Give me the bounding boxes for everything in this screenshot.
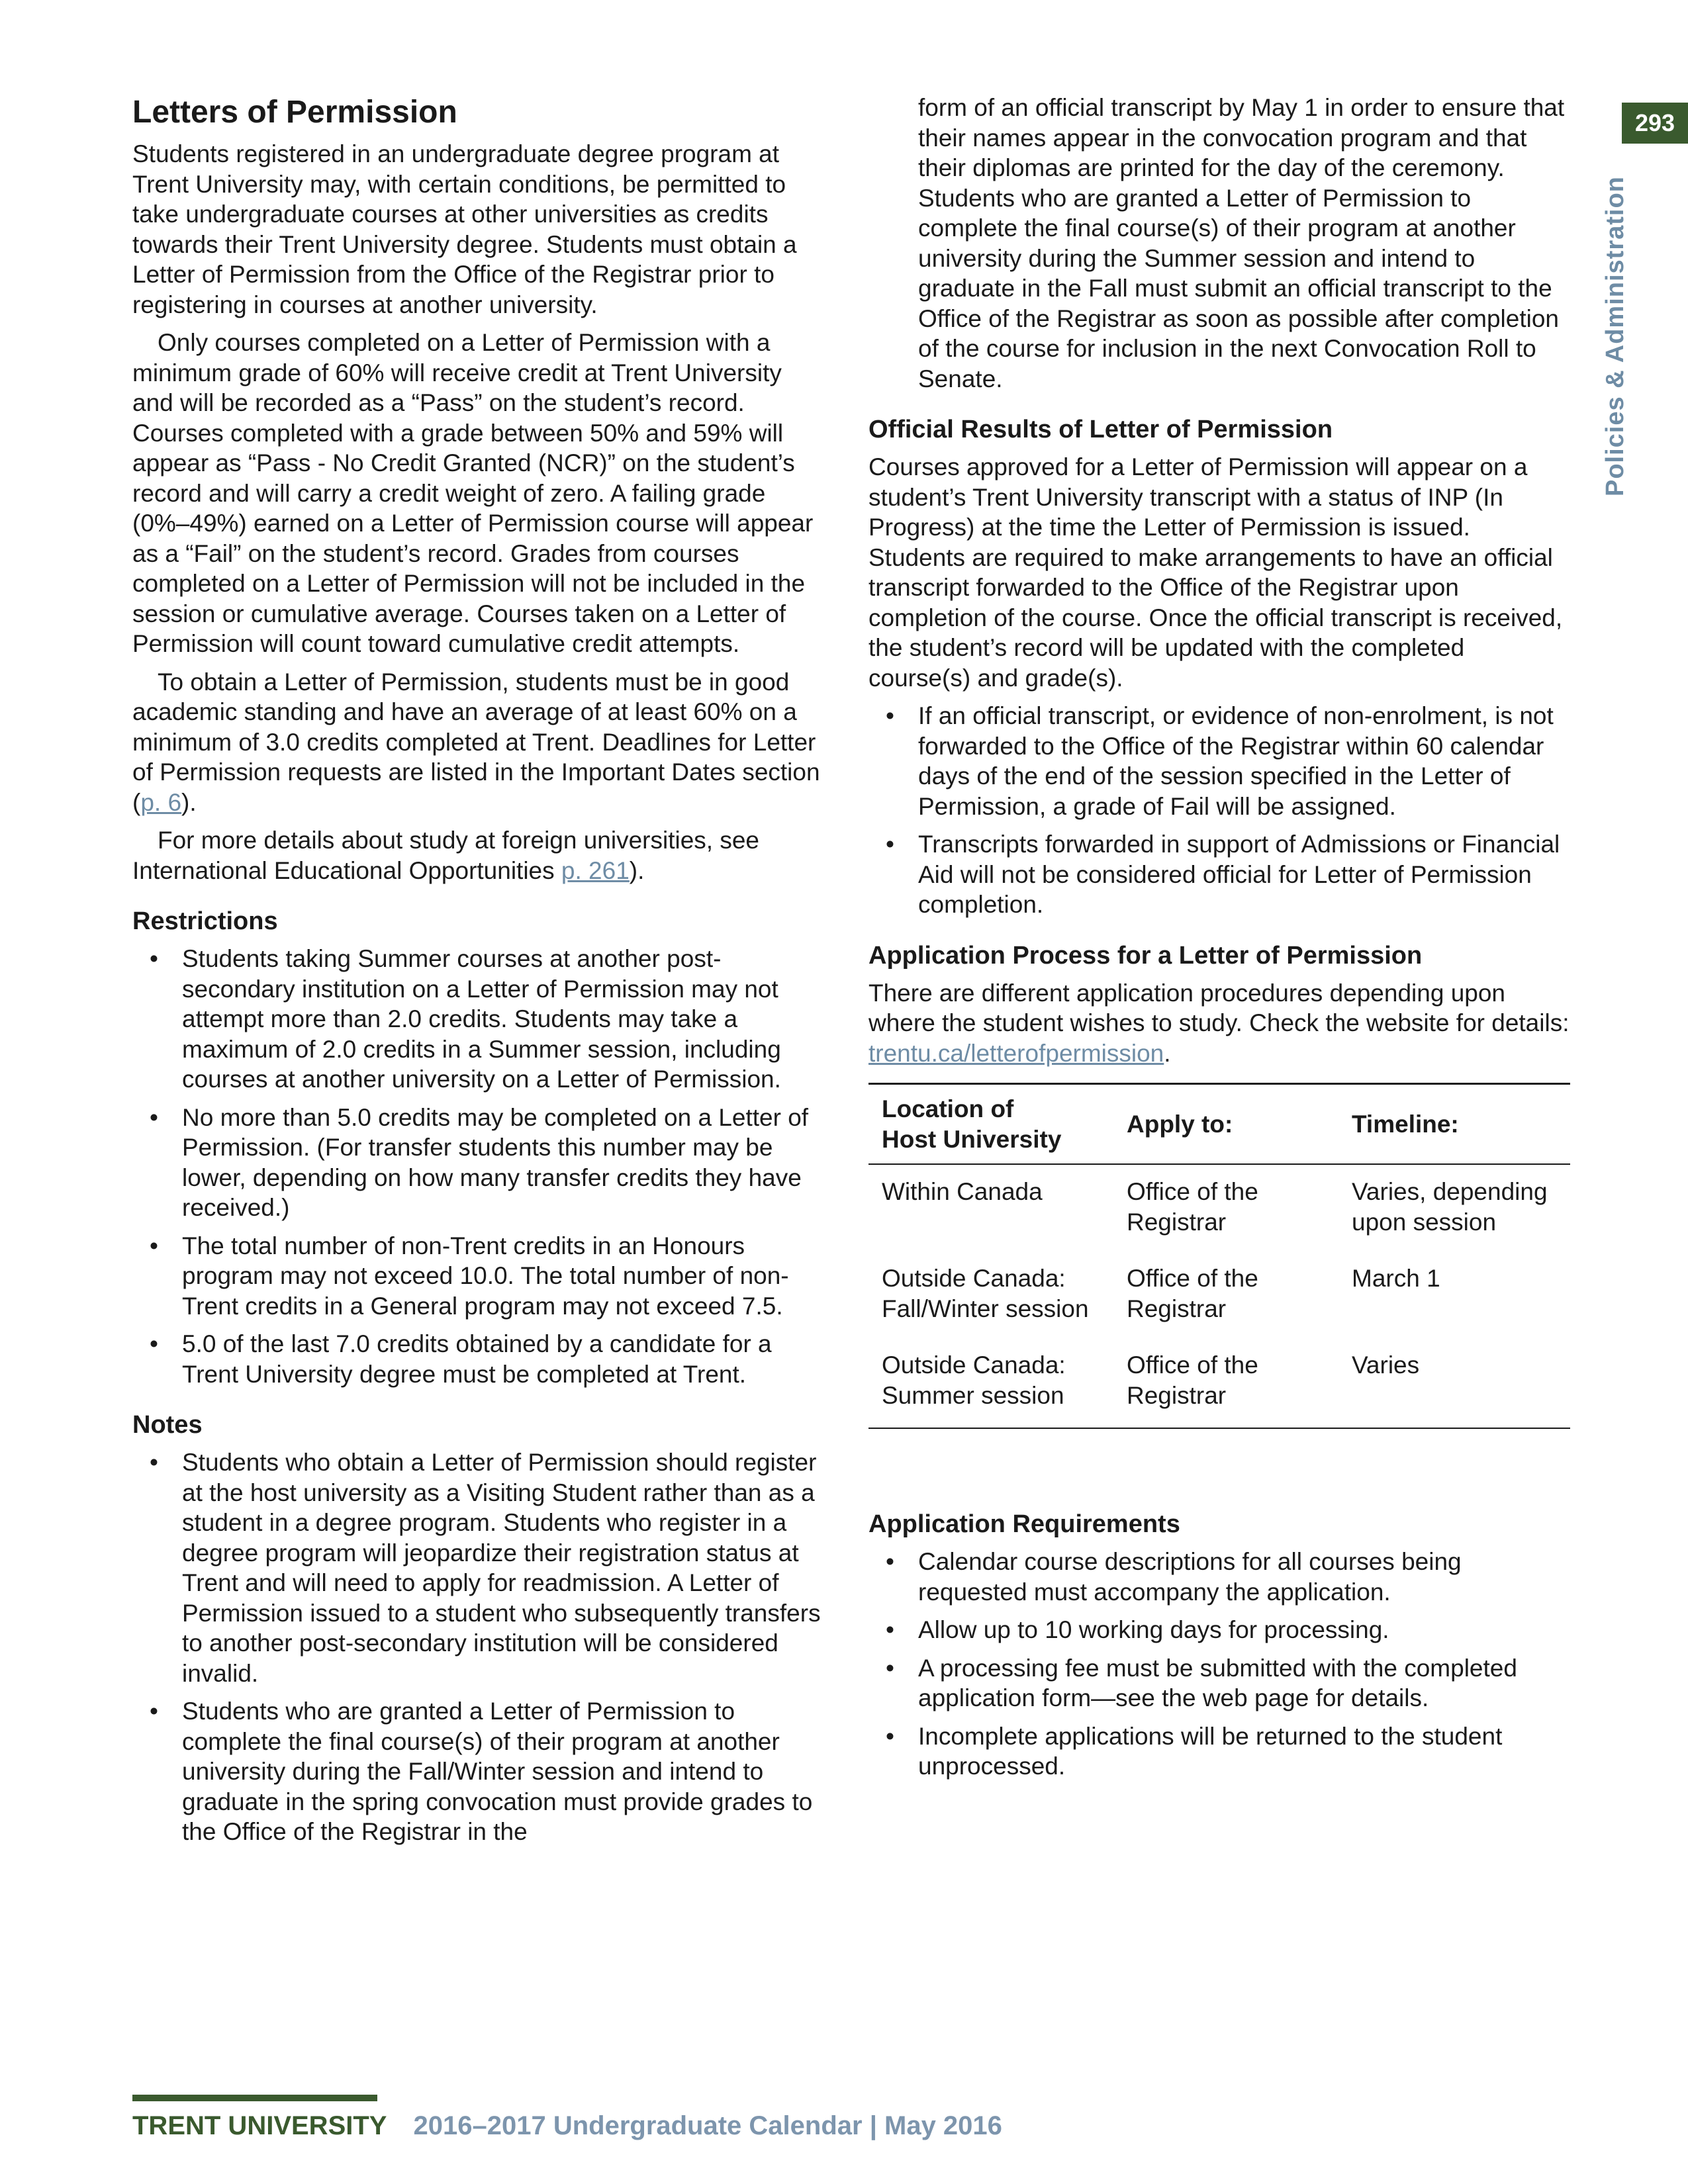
cell-apply [1113,1341,1338,1428]
requirement-item: • Incomplete applications will be returned to the student unprocessed. [868,1721,1571,1782]
notes-heading: Notes [132,1411,203,1439]
application-process-text: There are different application procedures depending upon where the student wishes to study. Check the website for details: [868,979,1570,1036]
intro-paragraph-4-end: ). [629,856,645,884]
official-results-list [868,701,1571,920]
application-process-end: . [1164,1039,1171,1067]
left-column [132,93,821,1855]
intro-paragraph-3-text: To obtain a Letter of Permission, students must be in good academic standing and have an average of at least 60% on a minimum of 3.0 credits completed at Trent. Deadlines for Letter of Permission requests are listed in the Important Dates section ( [132,668,820,816]
right-column [868,93,1571,1790]
restrictions-list [132,944,821,1389]
cell-line: Office of the [1127,1178,1258,1205]
intro-paragraph-3 [132,667,821,818]
cell-line: Outside Canada: [882,1351,1066,1379]
cell-location [868,1254,1113,1341]
page-title: Letters of Permission [132,95,457,130]
intro-paragraph-1: Students registered in an undergraduate degree program at Trent University may, with certain conditions, be permitted to take undergraduate courses at other universities as credits towards their Trent University degree. Students must obtain a Letter of Permission from the Office of the Registrar prior to registering in courses at another university. [132,140,797,318]
cell-line: upon session [1352,1208,1497,1236]
restriction-item: • No more than 5.0 credits may be completed on a Letter of Permission. (For transfer students this number may be lower, depending on how many transfer credits they have received.) [132,1103,821,1223]
application-process-heading: Application Process for a Letter of Permission [868,941,1423,970]
cell-location [868,1341,1113,1428]
cell-line: Registrar [1127,1208,1227,1236]
intro-paragraph-4-text: For more details about study at foreign universities, see International Educational Opportunities [132,827,760,884]
footer-rule [132,2095,377,2101]
note-continuation: form of an official transcript by May 1 in order to ensure that their names appear in the convocation program and that their diplomas are printed for the day of the ceremony. Students who are granted a Letter of Permission to complete the final course(s) of their program at another university during the Summer session and intend to graduate in the Fall must submit an official transcript to the Office of the Registrar as soon as possible after completion of the course for inclusion in the next Convocation Roll to Senate. [918,94,1565,392]
cell-location [868,1164,1113,1254]
page-number: 293 [1622,103,1688,144]
table-row [868,1341,1570,1428]
note-item: • Students who obtain a Letter of Permission should register at the host university as a Visiting Student rather than as a student in a degree program. Students who register in a degree program will jeopardize their registration status at Trent and will need to apply for readmission. A Letter of Permission issued to a student who subsequently transfers to another post-secondary institution will be considered invalid. [132,1447,821,1688]
cell-line: Office of the [1127,1351,1258,1379]
official-results-paragraph: Courses approved for a Letter of Permission will appear on a student’s Trent University transcript with a status of INP (In Progress) at the time the Letter of Permission is issued. Students are required to make arrangements to have an official transcript forwarded to the Office of the Registrar upon completion of the course. Once the official transcript is received, the student’s record will be updated with the completed course(s) and grade(s). [868,453,1563,692]
cell-timeline [1338,1254,1570,1341]
cell-line: Outside Canada: [882,1265,1066,1292]
note-item: • Students who are granted a Letter of Permission to complete the final course(s) of their program at another university during the Fall/Winter session and intend to graduate in the spring convocation must provide grades to the Office of the Registrar in the [132,1696,821,1847]
table-row [868,1254,1570,1341]
table-spacer [868,1429,1571,1488]
application-requirements-list [868,1547,1571,1782]
application-process-paragraph [868,978,1571,1069]
page-footer [132,2111,1002,2142]
cell-line: Varies [1352,1351,1420,1379]
cell-line: March 1 [1352,1265,1440,1292]
cell-line: Summer session [882,1381,1064,1409]
official-results-heading: Official Results of Letter of Permission [868,416,1333,443]
column-header-apply: Apply to: [1127,1110,1233,1138]
restriction-item: • 5.0 of the last 7.0 credits obtained by a candidate for a Trent University degree must be completed at Trent. [132,1329,821,1389]
letter-of-permission-website-link[interactable]: trentu.ca/letterofpermission [868,1039,1164,1067]
table-row [868,1164,1570,1254]
intro-paragraph-4 [132,825,821,886]
official-results-item: • If an official transcript, or evidence of non-enrolment, is not forwarded to the Office of the Registrar within 60 calendar days of the end of the session specified in the Letter of Permission, a grade of Fail will be assigned. [868,701,1571,821]
intro-paragraph-3-end: ). [181,788,197,816]
cell-line: Office of the [1127,1265,1258,1292]
requirement-item: • Calendar course descriptions for all courses being requested must accompany the application. [868,1547,1571,1607]
footer-calendar: 2016–2017 Undergraduate Calendar | May 2016 [413,2111,1002,2140]
notes-list [132,1447,821,1847]
footer-university: TRENT UNIVERSITY [132,2111,387,2140]
cell-timeline [1338,1164,1570,1254]
official-results-item: • Transcripts forwarded in support of Admissions or Financial Aid will not be considered official for Letter of Permission completion. [868,829,1571,920]
international-opportunities-link[interactable]: p. 261 [561,856,630,884]
cell-line: Fall/Winter session [882,1295,1089,1322]
column-header-timeline: Timeline: [1352,1110,1459,1138]
table-header-row [868,1084,1570,1165]
cell-line: Within Canada [882,1178,1043,1205]
requirement-item: • Allow up to 10 working days for processing. [868,1615,1571,1645]
application-requirements-heading: Application Requirements [868,1510,1180,1538]
cell-line: Registrar [1127,1295,1227,1322]
header-location-line2: Host University [882,1125,1062,1153]
requirement-item: • A processing fee must be submitted with the completed application form—see the web page for details. [868,1653,1571,1713]
application-table [868,1083,1570,1429]
restrictions-heading: Restrictions [132,907,278,935]
cell-line: Varies, depending [1352,1178,1548,1205]
section-side-label: Policies & Administration [1601,176,1629,496]
cell-timeline [1338,1341,1570,1428]
important-dates-link[interactable]: p. 6 [140,788,182,816]
cell-line: Registrar [1127,1381,1227,1409]
cell-apply [1113,1164,1338,1254]
column-header-location [868,1084,1113,1165]
restriction-item: • The total number of non-Trent credits in an Honours program may not exceed 10.0. The total number of non-Trent credits in a General program may not exceed 7.5. [132,1231,821,1322]
header-location-line1: Location of [882,1095,1014,1122]
cell-apply [1113,1254,1338,1341]
intro-paragraph-2: Only courses completed on a Letter of Permission with a minimum grade of 60% will receive credit at Trent University and will be recorded as a “Pass” on the student’s record. Courses completed with a grade between 50% and 59% will appear as “Pass - No Credit Granted (NCR)” on the student’s record and will carry a credit weight of zero. A failing grade (0%–49%) earned on a Letter of Permission course will appear as a “Fail” on the student’s record. Grades from courses completed on a Letter of Permission will not be included in the session or cumulative average. Courses taken on a Letter of Permission will count toward cumulative credit attempts. [132,329,814,657]
restriction-item: • Students taking Summer courses at another post-secondary institution on a Letter of Permission may not attempt more than 2.0 credits. Students may take a maximum of 2.0 credits in a Summer session, including courses at another university on a Letter of Permission. [132,944,821,1095]
